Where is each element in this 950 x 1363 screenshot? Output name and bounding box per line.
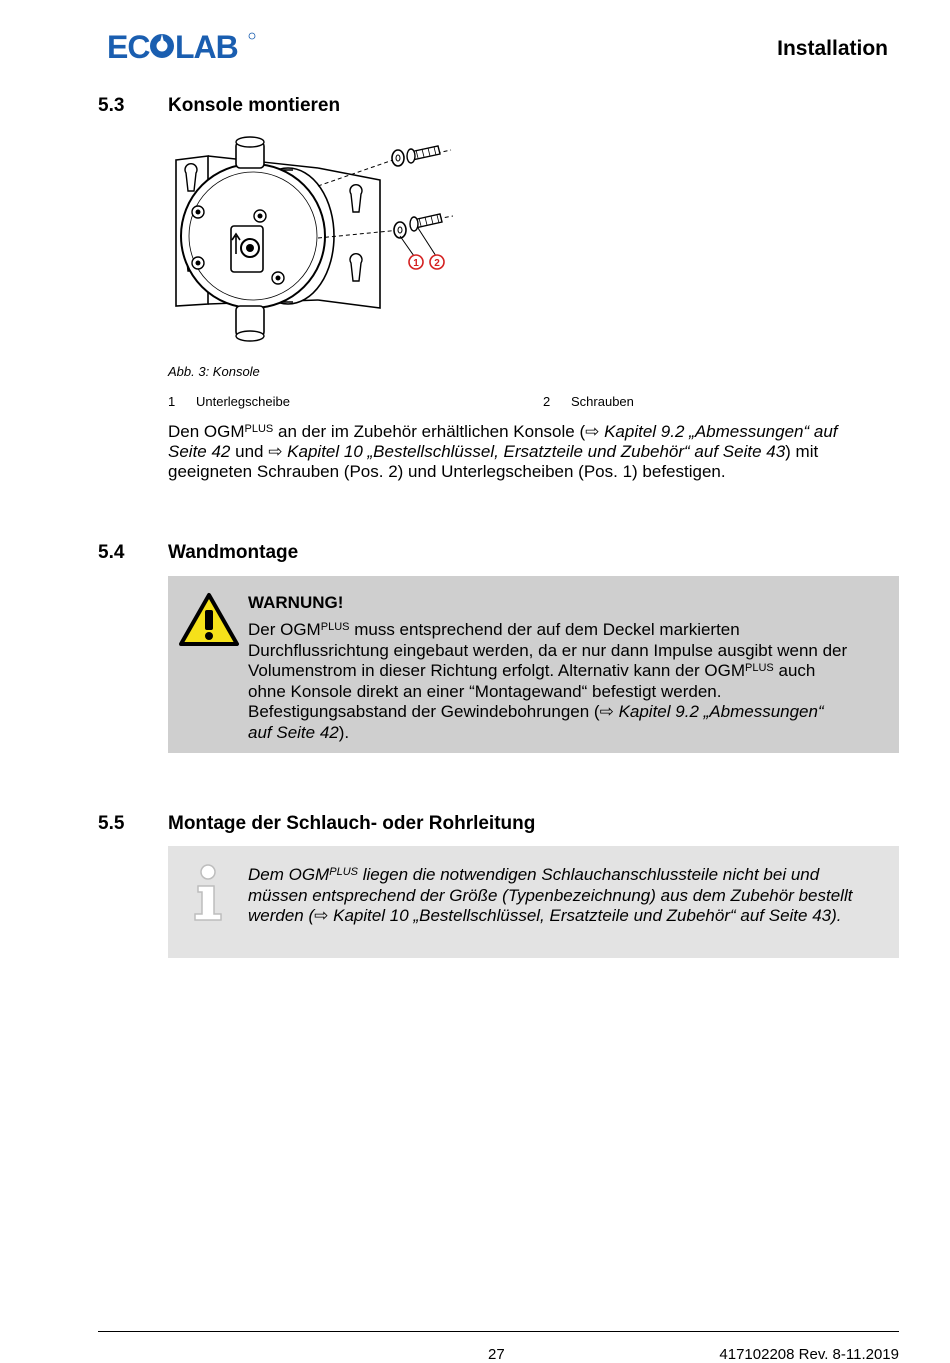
superscript: PLUS xyxy=(244,423,274,435)
text-run: Der OGM xyxy=(248,620,321,639)
section-title: Montage der Schlauch- oder Rohrleitung xyxy=(168,813,536,834)
legend-number: 1 xyxy=(168,394,176,409)
link-arrow-icon: ⇨ xyxy=(314,906,334,925)
figure-caption: Abb. 3: Konsole xyxy=(168,364,260,379)
legend-number: 2 xyxy=(543,394,551,409)
section-number: 5.4 xyxy=(98,542,125,563)
legend-label: Unterlegscheibe xyxy=(196,394,290,409)
page-number: 27 xyxy=(488,1346,505,1363)
header-section-title: Installation xyxy=(777,37,888,60)
legend-item xyxy=(543,394,634,409)
link-text: Kapitel 10 „Bestellschlüssel, Ersatzteile und Zubehör“ auf Seite 43 xyxy=(287,442,786,461)
text-run: und xyxy=(230,442,269,461)
text-run: muss entsprechend der auf dem Deckel markierten Durchflussrichtung eingebaut werden, da er nur dann Impulse ausgibt wenn der Volumenstrom in dieser Richtung erfolgt. Alternativ kann der OGM xyxy=(248,620,848,680)
superscript: PLUS xyxy=(320,621,350,633)
info-icon xyxy=(190,864,226,922)
warning-heading: WARNUNG! xyxy=(248,593,344,612)
info-text xyxy=(248,865,868,927)
text-run: Den OGM xyxy=(168,422,245,441)
link-text: Kapitel 9.2 „Abmessungen“ auf Seite 42 xyxy=(168,422,838,461)
body-paragraph xyxy=(168,422,878,482)
callout-2: 2 xyxy=(434,258,440,269)
svg-text:EC: EC xyxy=(107,30,150,62)
superscript: PLUS xyxy=(745,662,774,674)
text-run: auch ohne Konsole direkt an einer “Montagewand“ befestigt werden. Befestigungsabstand der Gewindebohrungen ( xyxy=(248,661,816,721)
text-run: ). xyxy=(338,722,350,742)
section-number: 5.3 xyxy=(98,95,125,116)
section-title: Konsole montieren xyxy=(168,95,341,116)
cross-reference-link[interactable] xyxy=(314,906,831,925)
text-run: ) mit geeigneten Schrauben (Pos. 2) und Unterlegscheiben (Pos. 1) befestigen. xyxy=(168,442,819,481)
callout-1: 1 xyxy=(413,258,419,269)
link-arrow-icon: ⇨ xyxy=(599,702,619,721)
text-run: Dem OGM xyxy=(248,865,330,884)
legend-label: Schrauben xyxy=(571,394,634,409)
ecolab-logo xyxy=(107,30,257,62)
footer-divider xyxy=(98,1331,899,1332)
console-figure xyxy=(168,128,453,350)
link-arrow-icon: ⇨ xyxy=(268,442,288,461)
text-run: ). xyxy=(831,906,842,925)
warning-text xyxy=(248,620,848,743)
text-run: liegen die notwendigen Schlauchanschlussteile nicht bei und müssen entsprechend der Größe (Typenbezeichnung) aus dem Zubehör bestellt werden ( xyxy=(248,865,853,925)
legend-item xyxy=(168,394,290,409)
document-reference: 417102208 Rev. 8-11.2019 xyxy=(719,1346,899,1363)
section-number: 5.5 xyxy=(98,813,125,834)
text-run: an der im Zubehör erhältlichen Konsole ( xyxy=(273,422,586,441)
superscript: PLUS xyxy=(329,866,358,878)
link-text: Kapitel 9.2 „Abmessungen“ auf Seite 42 xyxy=(248,702,824,742)
cross-reference-link[interactable] xyxy=(268,442,785,461)
svg-text:LAB: LAB xyxy=(175,30,238,62)
link-arrow-icon: ⇨ xyxy=(585,422,605,441)
link-text: Kapitel 10 „Bestellschlüssel, Ersatzteile und Zubehör“ auf Seite 43 xyxy=(333,906,832,925)
section-title: Wandmontage xyxy=(168,542,299,563)
warning-triangle-icon xyxy=(178,592,240,648)
